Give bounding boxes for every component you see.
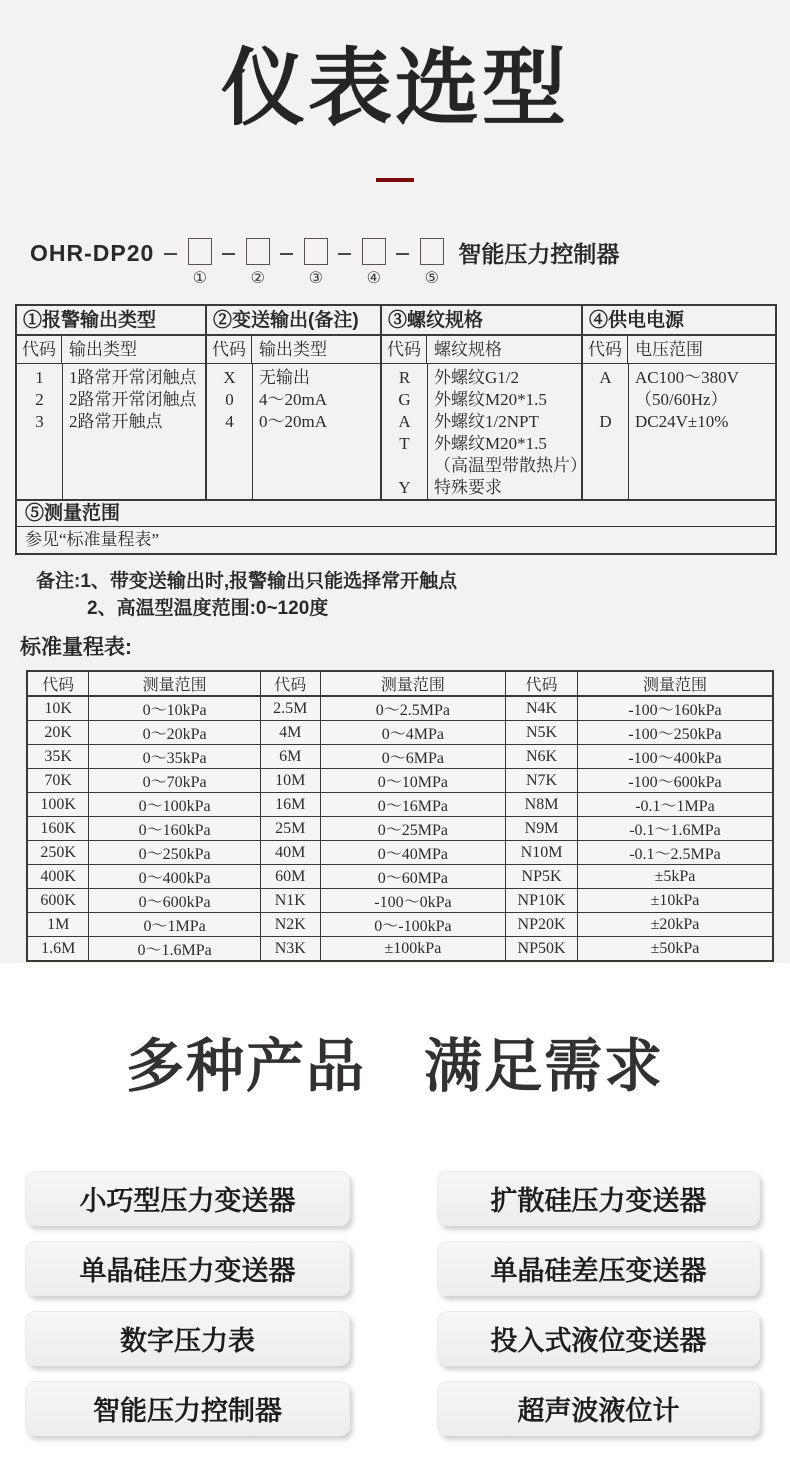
desc-cell: 外螺纹1/2NPT	[434, 412, 539, 431]
range-code-cell: N3K	[260, 937, 320, 962]
product-button[interactable]: 投入式液位变送器	[437, 1311, 760, 1366]
slot-number: ②	[250, 270, 265, 287]
range-code-cell: NP10K	[506, 889, 578, 913]
range-table-title: 标准量程表:	[20, 636, 132, 659]
code-cell: R	[398, 368, 411, 387]
code-cell: 2	[35, 390, 44, 409]
desc-cell: 4～20mA	[259, 390, 327, 409]
range-code-cell: N5K	[506, 721, 578, 745]
desc-cell: 1路常开常闭触点	[69, 368, 197, 387]
range-value-cell: 0～1.6MPa	[89, 937, 260, 962]
desc-cell: 0～20mA	[259, 412, 327, 431]
model-slot	[212, 238, 270, 288]
range-value-cell: ±10kPa	[578, 889, 774, 913]
range-table-header-cell: 测量范围	[320, 671, 505, 696]
range-code-cell: 1M	[27, 913, 89, 937]
range-value-cell: 0～60MPa	[320, 865, 505, 889]
range-value-cell: ±5kPa	[578, 865, 774, 889]
desc-cell: 外螺纹M20*1.5	[434, 390, 547, 409]
product-button[interactable]: 扩散硅压力变送器	[437, 1171, 760, 1226]
model-slot	[328, 238, 386, 288]
slot-number: ③	[308, 270, 323, 287]
desc-cell: 特殊要求	[434, 478, 502, 497]
range-code-cell: 250K	[27, 841, 89, 865]
products-heading-right: 满足需求	[424, 1034, 665, 1099]
range-table-header-cell: 代码	[506, 671, 578, 696]
range-table-header-cell: 测量范围	[89, 671, 260, 696]
dash-separator	[164, 253, 177, 255]
product-button[interactable]: 数字压力表	[25, 1311, 350, 1366]
range-value-cell: 0～100kPa	[89, 793, 260, 817]
desc-cell: （50/60Hz）	[635, 390, 728, 409]
product-button[interactable]: 单晶硅压力变送器	[25, 1241, 350, 1296]
code-cell	[583, 389, 628, 411]
code-cell: 4	[225, 412, 234, 431]
desc-cell: 2路常开触点	[69, 412, 163, 431]
code-cell: X	[223, 368, 236, 387]
section-transmit-output	[205, 306, 380, 499]
range-table-row	[27, 841, 773, 865]
model-code-line	[30, 238, 790, 294]
range-value-cell: 0～400kPa	[89, 865, 260, 889]
range-code-cell: 16M	[260, 793, 320, 817]
range-value-cell: -0.1～1MPa	[578, 793, 774, 817]
desc-column-header: 输出类型	[259, 340, 327, 359]
code-column-header: 代码	[583, 336, 628, 363]
range-value-cell: 0～35kPa	[89, 745, 260, 769]
range-code-cell: N6K	[506, 745, 578, 769]
code-placeholder-box	[188, 238, 212, 265]
range-code-cell: N4K	[506, 696, 578, 721]
code-column-header: 代码	[17, 336, 62, 363]
range-code-cell: N9M	[506, 817, 578, 841]
range-value-cell: 0～1MPa	[89, 913, 260, 937]
range-value-cell: 0～600kPa	[89, 889, 260, 913]
code-cell: Y	[398, 478, 411, 497]
products-sheet	[0, 963, 790, 1468]
slot-number: ④	[366, 270, 381, 287]
range-table-row	[27, 913, 773, 937]
section-title: ②变送输出(备注)	[207, 306, 380, 336]
code-cell: 1	[35, 368, 44, 387]
range-code-cell: NP50K	[506, 937, 578, 962]
range-code-cell: NP5K	[506, 865, 578, 889]
range-table-header-cell: 代码	[260, 671, 320, 696]
product-button[interactable]: 智能压力控制器	[25, 1381, 350, 1436]
code-placeholder-box	[246, 238, 270, 265]
range-code-cell: 160K	[27, 817, 89, 841]
accent-dash	[376, 178, 414, 182]
range-code-cell: 25M	[260, 817, 320, 841]
code-cell: A	[398, 412, 411, 431]
code-placeholder-box	[420, 238, 444, 265]
products-heading-left: 多种产品	[125, 1034, 366, 1099]
range-table-row	[27, 769, 773, 793]
measure-range-label: ⑤测量范围	[17, 499, 775, 526]
range-value-cell: -100～600kPa	[578, 769, 774, 793]
section-power-supply	[581, 306, 775, 499]
range-code-cell: 20K	[27, 721, 89, 745]
range-table-row	[27, 696, 773, 721]
desc-cell: （高温型带散热片）	[434, 456, 587, 475]
section-title: ①报警输出类型	[17, 306, 205, 336]
section-alarm-output	[17, 306, 205, 499]
range-value-cell: ±50kPa	[578, 937, 774, 962]
model-slot	[386, 238, 444, 288]
range-value-cell: 0～4MPa	[320, 721, 505, 745]
range-value-cell: 0～250kPa	[89, 841, 260, 865]
range-code-cell: 10M	[260, 769, 320, 793]
slot-number: ⑤	[424, 270, 439, 287]
range-code-cell: 60M	[260, 865, 320, 889]
range-value-cell: 0～-100kPa	[320, 913, 505, 937]
range-table-header-cell: 代码	[27, 671, 89, 696]
range-table-row	[27, 793, 773, 817]
desc-cell: 2路常开常闭触点	[69, 390, 197, 409]
code-cell: 0	[225, 390, 234, 409]
range-code-cell: 400K	[27, 865, 89, 889]
product-button[interactable]: 单晶硅差压变送器	[437, 1241, 760, 1296]
note-line-1: 备注:1、带变送输出时,报警输出只能选择常开触点	[36, 571, 458, 592]
code-placeholder-box	[362, 238, 386, 265]
range-value-cell: -100～250kPa	[578, 721, 774, 745]
range-table-row	[27, 889, 773, 913]
range-value-cell: 0～160kPa	[89, 817, 260, 841]
range-code-cell: 100K	[27, 793, 89, 817]
section-title: ④供电电源	[583, 306, 775, 336]
code-cell: A	[599, 368, 612, 387]
range-value-cell: 0～25MPa	[320, 817, 505, 841]
range-code-cell: N8M	[506, 793, 578, 817]
range-code-cell: 4M	[260, 721, 320, 745]
range-value-cell: -100～400kPa	[578, 745, 774, 769]
slot-number: ①	[192, 270, 207, 287]
model-prefix: OHR-DP20	[30, 240, 155, 266]
range-table-row	[27, 937, 773, 962]
standard-range-table	[26, 670, 774, 962]
measure-range-value: 参见“标准量程表”	[17, 526, 775, 553]
product-button[interactable]: 小巧型压力变送器	[25, 1171, 350, 1226]
range-code-cell: 35K	[27, 745, 89, 769]
range-code-cell: 10K	[27, 696, 89, 721]
desc-cell: 外螺纹M20*1.5	[434, 434, 547, 453]
desc-column-header: 螺纹规格	[434, 340, 502, 359]
page-title: 仪表选型	[220, 41, 569, 135]
code-placeholder-box	[304, 238, 328, 265]
range-table-header-cell: 测量范围	[578, 671, 774, 696]
range-value-cell: 0～40MPa	[320, 841, 505, 865]
code-cell	[382, 455, 427, 477]
note-line-2: 2、高温型温度范围:0~120度	[87, 598, 329, 619]
range-table-row	[27, 745, 773, 769]
range-table-row	[27, 817, 773, 841]
desc-cell: 外螺纹G1/2	[434, 368, 519, 387]
range-code-cell: 6M	[260, 745, 320, 769]
desc-cell: 无输出	[259, 368, 310, 387]
range-code-cell: N7K	[506, 769, 578, 793]
range-table-row	[27, 865, 773, 889]
desc-column-header: 输出类型	[69, 340, 137, 359]
range-value-cell: 0～6MPa	[320, 745, 505, 769]
range-value-cell: ±20kPa	[578, 913, 774, 937]
range-code-cell: N1K	[260, 889, 320, 913]
range-code-cell: 600K	[27, 889, 89, 913]
desc-cell: DC24V±10%	[635, 412, 729, 431]
code-column-header: 代码	[382, 336, 427, 363]
range-value-cell: 0～20kPa	[89, 721, 260, 745]
range-code-cell: 70K	[27, 769, 89, 793]
dash-separator	[338, 253, 351, 255]
product-button[interactable]: 超声波液位计	[437, 1381, 760, 1436]
range-code-cell: NP20K	[506, 913, 578, 937]
range-value-cell: 0～16MPa	[320, 793, 505, 817]
range-value-cell: -0.1～1.6MPa	[578, 817, 774, 841]
model-slot	[154, 238, 212, 288]
model-slots	[154, 238, 444, 288]
range-value-cell: -100～0kPa	[320, 889, 505, 913]
product-buttons	[25, 1171, 790, 1436]
range-value-cell: 0～10MPa	[320, 769, 505, 793]
section-title: ③螺纹规格	[382, 306, 581, 336]
selection-table	[15, 304, 777, 555]
range-table-body	[27, 696, 773, 961]
notes	[36, 568, 790, 622]
range-code-cell: 40M	[260, 841, 320, 865]
code-cell: G	[398, 390, 411, 409]
range-value-cell: 0～70kPa	[89, 769, 260, 793]
dash-separator	[396, 253, 409, 255]
model-suffix: 智能压力控制器	[458, 241, 620, 267]
products-heading	[0, 963, 790, 1103]
range-table-header-row	[27, 671, 773, 696]
code-cell: D	[599, 412, 612, 431]
code-column-header: 代码	[207, 336, 252, 363]
range-table-row	[27, 721, 773, 745]
range-code-cell: N2K	[260, 913, 320, 937]
model-slot	[270, 238, 328, 288]
range-value-cell: 0～10kPa	[89, 696, 260, 721]
dash-separator	[222, 253, 235, 255]
range-value-cell: 0～2.5MPa	[320, 696, 505, 721]
code-cell: 3	[35, 412, 44, 431]
range-code-cell: 1.6M	[27, 937, 89, 962]
range-value-cell: -100～160kPa	[578, 696, 774, 721]
desc-cell: AC100～380V	[635, 368, 739, 387]
section-thread-spec	[380, 306, 587, 499]
range-value-cell: -0.1～2.5MPa	[578, 841, 774, 865]
desc-column-header: 电压范围	[635, 340, 703, 359]
code-cell: T	[399, 434, 410, 453]
range-code-cell: 2.5M	[260, 696, 320, 721]
range-value-cell: ±100kPa	[320, 937, 505, 962]
dash-separator	[280, 253, 293, 255]
range-code-cell: N10M	[506, 841, 578, 865]
